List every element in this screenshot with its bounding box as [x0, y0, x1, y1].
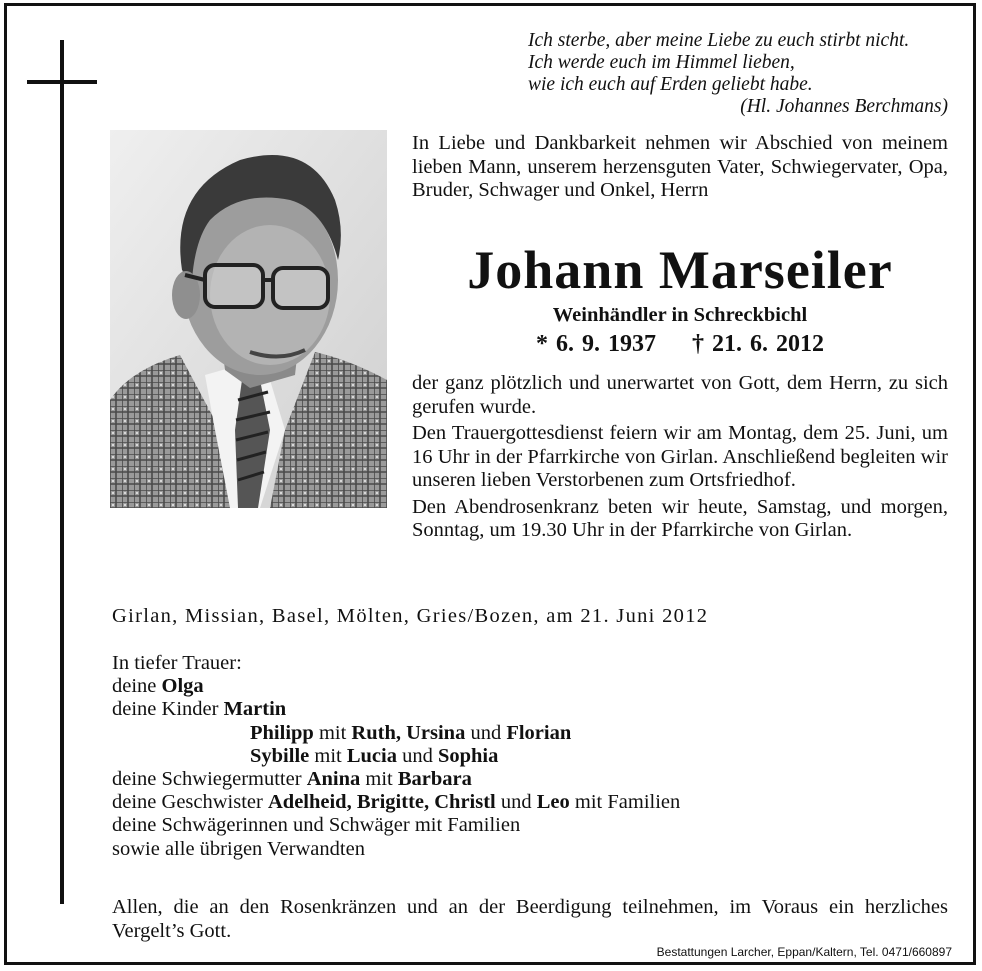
mourner-name: Ruth, Ursina — [351, 721, 466, 744]
quote-line: wie ich euch auf Erden geliebt habe. — [528, 74, 813, 95]
mourner-relation: deine — [112, 675, 162, 698]
mourner-relation: deine Schwiegermutter — [112, 768, 307, 791]
deceased-name: Johann Marseiler — [467, 240, 893, 300]
places-and-date: Girlan, Missian, Basel, Mölten, Gries/Bozen, am 21. Juni 2012 — [112, 605, 709, 627]
mourner-relation: mit — [360, 768, 398, 791]
funeral-home-credit: Bestattungen Larcher, Eppan/Kaltern, Tel. 0471/660897 — [656, 945, 952, 959]
death-date: † 21. 6. 2012 — [692, 331, 824, 357]
deceased-occupation: Weinhändler in Schreckbichl — [552, 304, 808, 326]
announcement-body — [412, 372, 948, 546]
mourner-name: Barbara — [397, 768, 472, 791]
cross-icon-bar — [27, 80, 97, 84]
mourner-relation: sowie alle übrigen Verwandten — [112, 837, 365, 860]
mourner-name: Olga — [161, 675, 204, 698]
mourner-name: Philipp — [250, 721, 314, 744]
mourner-relation: mit Familien — [569, 791, 681, 814]
mourner-row — [112, 838, 680, 861]
mourner-name: Lucia — [346, 744, 397, 767]
mourner-name: Sybille — [250, 744, 310, 767]
mourner-relation: deine Kinder — [112, 698, 224, 721]
mourner-relation: deine Geschwister — [112, 791, 268, 814]
mourner-relation: und — [495, 791, 537, 814]
mourner-name: Sophia — [437, 744, 499, 767]
mourner-name: Anina — [306, 768, 361, 791]
mourner-relation: deine Schwägerinnen und Schwäger mit Familien — [112, 814, 521, 837]
mourner-row — [112, 675, 680, 698]
mourners-list — [112, 652, 680, 861]
mourner-name: Leo — [536, 791, 570, 814]
birth-date: * 6. 9. 1937 — [536, 331, 656, 357]
mourner-relation: mit — [309, 744, 347, 767]
mourner-name: Adelheid, Brigitte, Christl — [267, 791, 496, 814]
mourner-row — [112, 745, 680, 768]
thanks-text: Allen, die an den Rosenkränzen und an der Beerdigung teilnehmen, im Voraus ein herzliches Vergelt’s Gott. — [112, 896, 948, 942]
life-dates — [412, 331, 948, 358]
mourner-relation: mit — [313, 721, 352, 744]
mourner-row — [112, 698, 680, 721]
cross-icon — [60, 40, 64, 904]
mourner-row — [112, 791, 680, 814]
portrait-photo — [110, 130, 387, 508]
mourner-relation: und — [396, 744, 438, 767]
quote-line: Ich werde euch im Himmel lieben, — [528, 52, 795, 73]
intro-text: In Liebe und Dankbarkeit nehmen wir Abschied von meinem lieben Mann, unserem herzensguten Vater, Schwiegervater, Opa, Bruder, Schwager und Onkel, Herrn — [412, 132, 948, 201]
portrait-illustration — [110, 130, 387, 508]
body-paragraph: Den Trauergottesdienst feiern wir am Montag, dem 25. Juni, um 16 Uhr in der Pfarrkirche von Girlan. Anschließend begleiten wir unseren lieben Verstorbenen zum Ortsfriedhof. — [412, 422, 948, 491]
body-paragraph: der ganz plötzlich und unerwartet von Gott, dem Herrn, zu sich gerufen wurde. — [412, 372, 948, 418]
mourner-name: Martin — [223, 698, 287, 721]
memorial-quote — [528, 30, 948, 118]
mourner-name: Florian — [506, 721, 572, 744]
mourners-heading: In tiefer Trauer: — [112, 652, 242, 674]
quote-author: (Hl. Johannes Berchmans) — [740, 96, 948, 117]
mourner-row — [112, 722, 680, 745]
mourner-row — [112, 814, 680, 837]
mourner-row — [112, 768, 680, 791]
mourner-relation: und — [465, 721, 507, 744]
body-paragraph: Den Abendrosenkranz beten wir heute, Samstag, und morgen, Sonntag, um 19.30 Uhr in der Pfarrkirche von Girlan. — [412, 495, 948, 541]
quote-line: Ich sterbe, aber meine Liebe zu euch stirbt nicht. — [528, 30, 910, 51]
